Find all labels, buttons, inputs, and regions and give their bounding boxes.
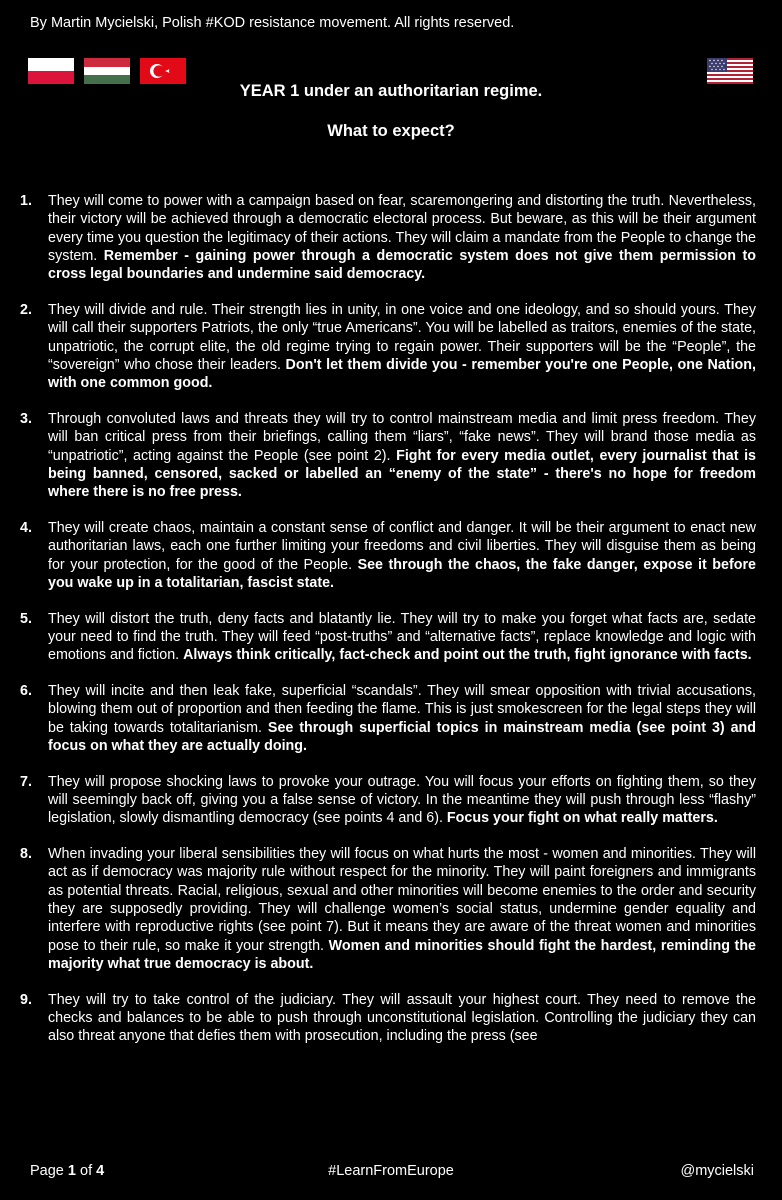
item-text: When invading your liberal sensibilities they will focus on what hurts the most - women and minorities. They will act as if democracy was majority rule without respect for the minority. They will paint foreigners and immigrants as potential threats. Racial, religious, sexual and other minorities will become enemies to the order and security they are supposedly providing. They will challenge women’s social status, undermine gender equality and interfere with reproductive rights (see point 7). But it means they are aware of the threat women and minorities pose to their rule, so make it your strength. bbox=[48, 846, 756, 954]
item-emphasis: Remember - gaining power through a democratic system does not give them permission to cross legal boundaries and undermine said democracy. bbox=[48, 247, 756, 283]
item-number: 4. bbox=[20, 519, 32, 536]
page-title: YEAR 1 under an authoritarian regime. bbox=[239, 82, 543, 100]
item-text: They will distort the truth, deny facts and blatantly lie. They will try to make you forget what facts are, sedate your need to find the truth. They will feed “post-truths” and “alternative facts”, replace knowledge and logic with emotions and fiction. bbox=[48, 610, 756, 664]
page-subtitle: What to expect? bbox=[327, 122, 455, 140]
list-item bbox=[20, 410, 756, 501]
page-current: 1 bbox=[67, 1163, 76, 1179]
hashtag: #LearnFromEurope bbox=[328, 1163, 454, 1179]
item-text: Through convoluted laws and threats they will try to control mainstream media and limit press freedom. They will ban critical press from their briefings, calling them “liars”, “fake news”. They will brand those media as “unpatriotic”, acting against the People (see point 2). bbox=[48, 410, 756, 464]
item-number: 8. bbox=[20, 846, 32, 863]
author-handle: @mycielski bbox=[680, 1163, 754, 1179]
list-item bbox=[20, 610, 756, 665]
item-number: 3. bbox=[20, 410, 32, 427]
item-text: They will come to power with a campaign based on fear, scaremongering and distorting the truth. Nevertheless, their victory will be achieved through a democratic electoral process. But beware, as this will be their argument every time you question the legitimacy of their actions. They will claim a mandate from the People to change the system. bbox=[48, 193, 756, 264]
item-text: They will divide and rule. Their strength lies in unity, in one voice and one ideology, and so should yours. They will call their supporters Patriots, the only “true Americans”. You will be labelled as traitors, enemies of the state, unpatriotic, the corrupt elite, the old regime trying to regain power. Their supporters will be the “People”, the “sovereign” who chose their leaders. bbox=[48, 301, 756, 373]
item-emphasis: Women and minorities should fight the hardest, reminding the majority what true democracy is about. bbox=[48, 937, 757, 972]
turkey-flag-icon bbox=[140, 58, 186, 84]
list-item bbox=[20, 991, 756, 1046]
hungary-flag-icon bbox=[84, 58, 130, 84]
list-item bbox=[20, 845, 756, 973]
list-item bbox=[20, 682, 756, 755]
item-number: 2. bbox=[20, 301, 32, 318]
item-number: 1. bbox=[20, 193, 32, 209]
item-emphasis: Don't let them divide you - remember you're one People, one Nation, with one common good. bbox=[48, 356, 756, 392]
item-number: 7. bbox=[20, 773, 32, 790]
item-emphasis: Focus your fight on what really matters. bbox=[446, 810, 718, 827]
numbered-list bbox=[20, 192, 756, 1063]
poland-flag-icon bbox=[28, 58, 74, 84]
item-emphasis: Always think critically, fact-check and point out the truth, fight ignorance with facts. bbox=[183, 647, 752, 664]
page-separator: of bbox=[75, 1163, 97, 1179]
item-text: They will create chaos, maintain a constant sense of conflict and danger. It will be their argument to enact new authoritarian laws, each one further limiting your freedoms and civil liberties. They will disguise them as being for your protection, for the good of the People. bbox=[48, 519, 756, 573]
list-item bbox=[20, 192, 756, 283]
item-emphasis: Fight for every media outlet, every journalist that is being banned, censored, sacked or labelled an “enemy of the state” - there's no hope for freedom where there is no free press. bbox=[48, 447, 756, 501]
page-label: Page bbox=[30, 1163, 68, 1179]
list-item bbox=[20, 519, 756, 592]
byline: By Martin Mycielski, Polish #KOD resistance movement. All rights reserved. bbox=[30, 15, 515, 31]
item-text: They will try to take control of the judiciary. They will assault your highest court. They need to remove the checks and balances to be able to push through unconstitutional legislation. Controlling the judiciary they can also threat anyone that defies them with prosecution, including the press (see bbox=[48, 991, 756, 1045]
item-text: They will incite and then leak fake, superficial “scandals”. They will smear opposition with trivial accusations, blowing them out of proportion and then feeding the flame. This is just smokescreen for the legal steps they will be taking towards totalitarianism. bbox=[48, 683, 756, 736]
item-number: 9. bbox=[20, 991, 32, 1008]
list-item bbox=[20, 773, 756, 828]
list-item bbox=[20, 301, 756, 392]
page-total: 4 bbox=[96, 1163, 105, 1179]
usa-flag-icon bbox=[707, 58, 753, 84]
item-number: 5. bbox=[20, 610, 32, 627]
item-number: 6. bbox=[20, 683, 32, 700]
item-emphasis: See through superficial topics in mainstream media (see point 3) and focus on what they are actually doing. bbox=[48, 719, 757, 754]
item-emphasis: See through the chaos, the fake danger, expose it before you wake up in a totalitarian, fascist state. bbox=[48, 556, 756, 591]
item-text: They will propose shocking laws to provoke your outrage. You will focus your efforts on fighting them, so they will seemingly back off, giving you a false sense of victory. In the meantime they will push through less “flashy” legislation, slowly dismantling democracy (see points 4 and 6). bbox=[48, 773, 756, 827]
